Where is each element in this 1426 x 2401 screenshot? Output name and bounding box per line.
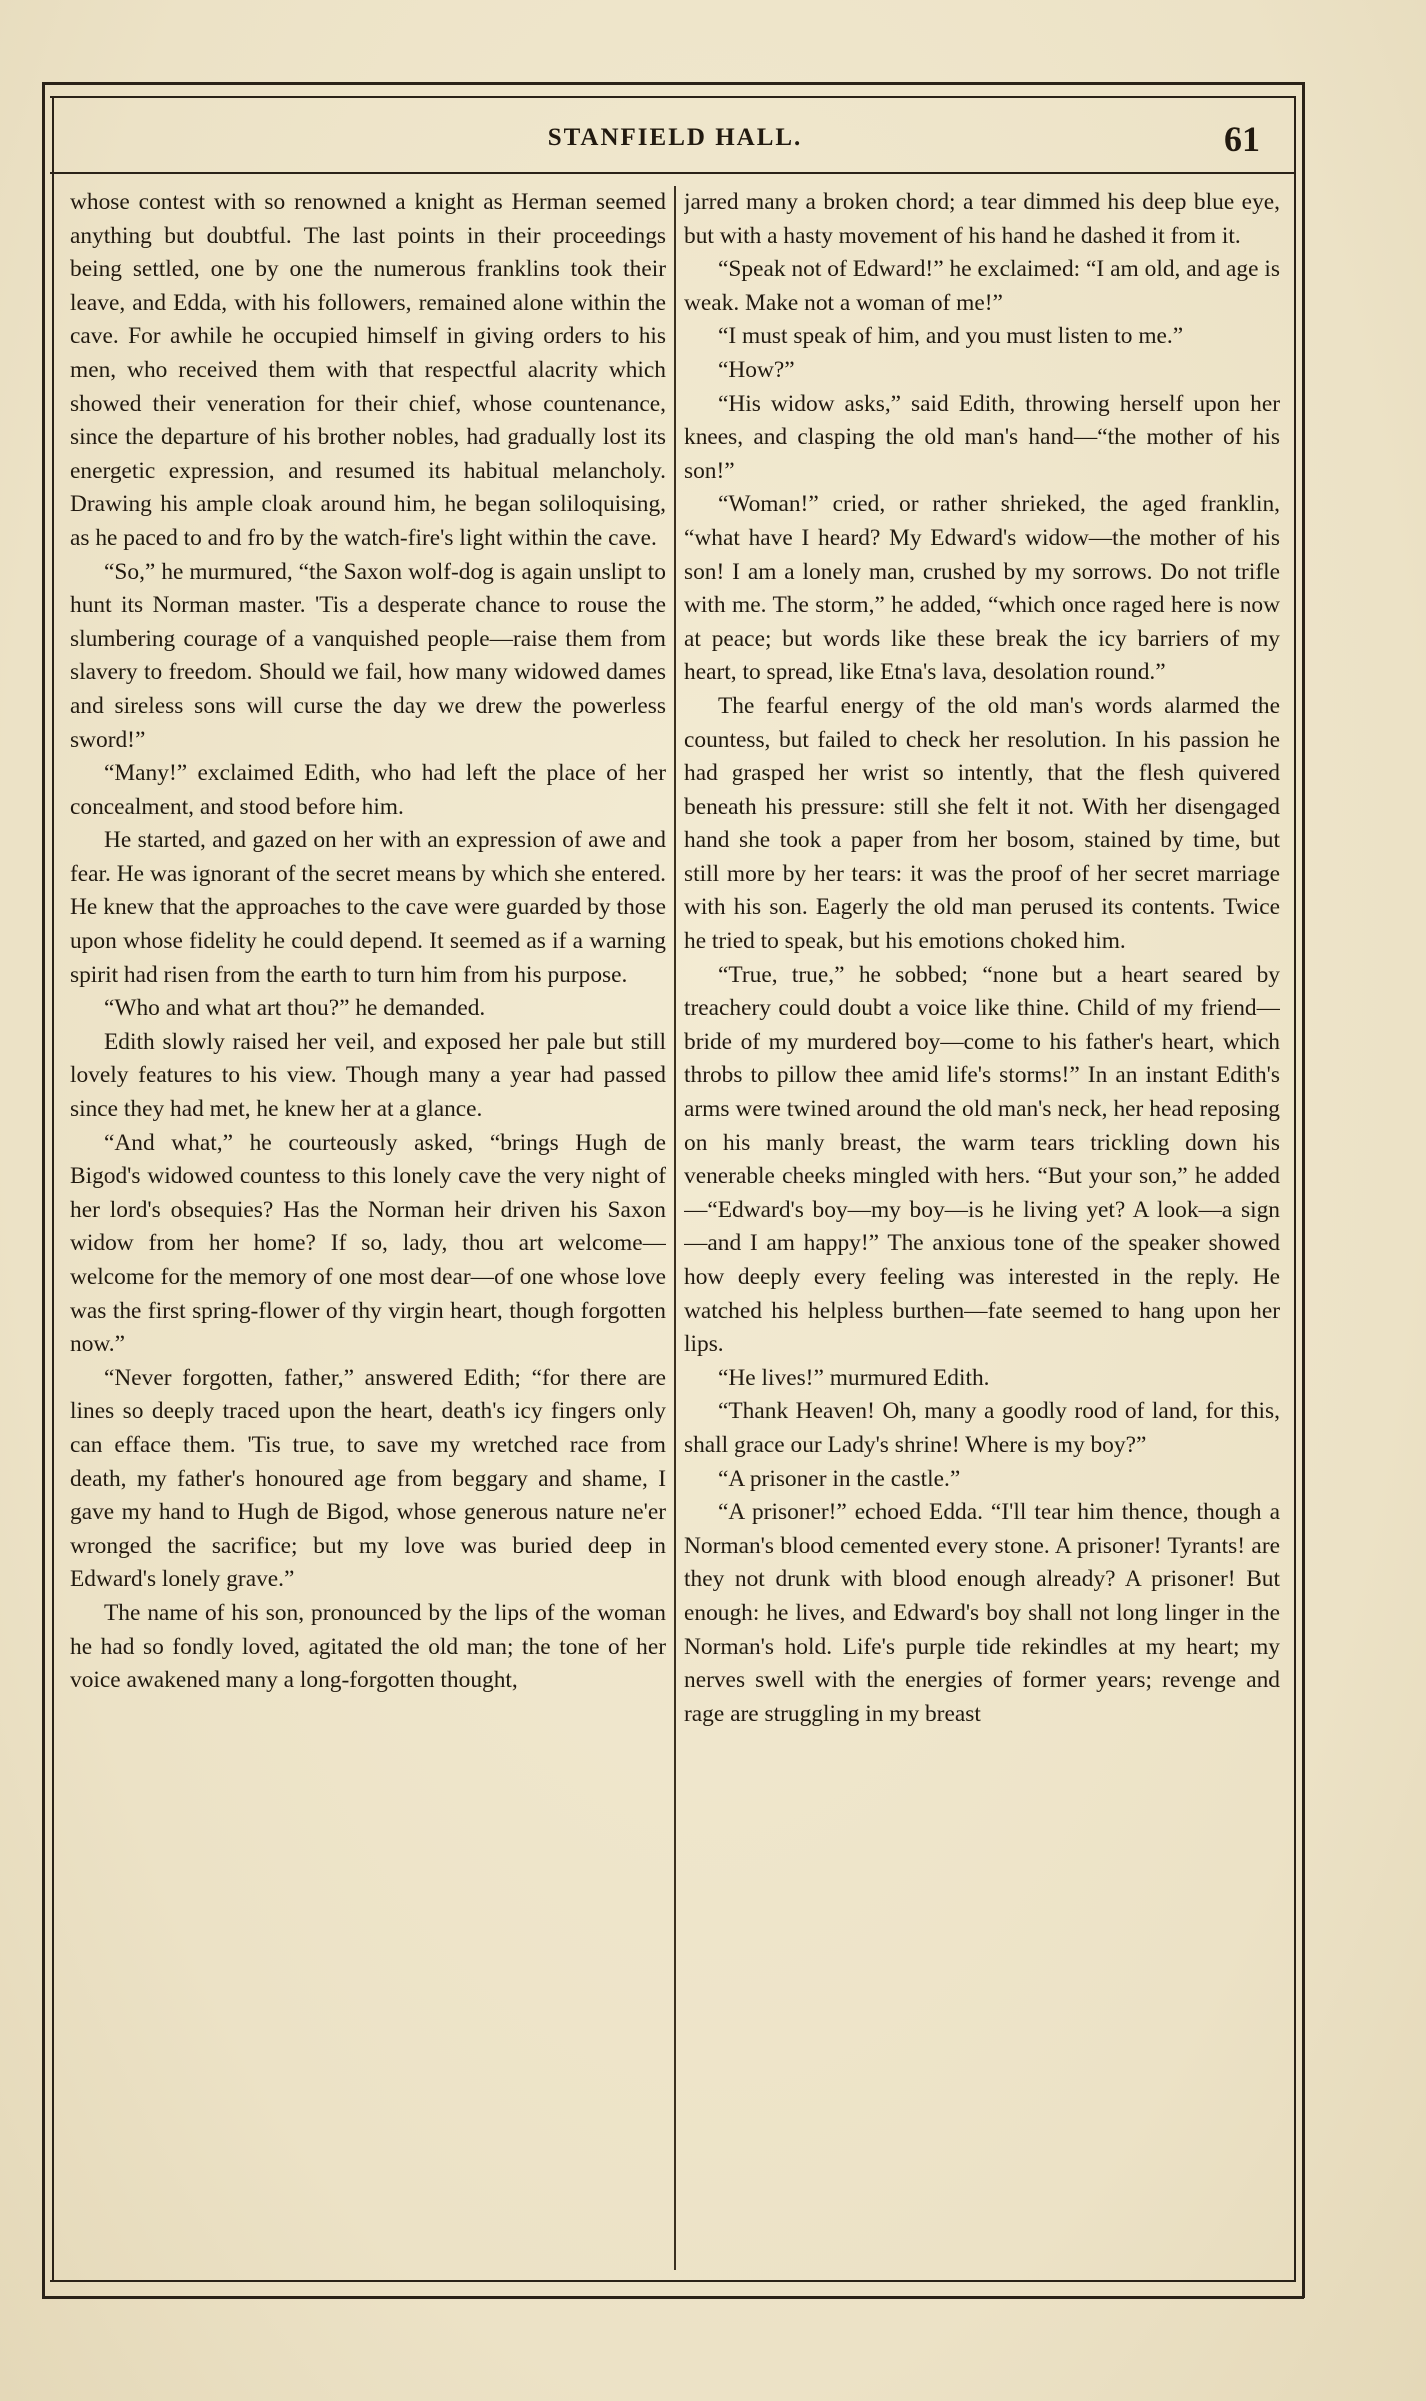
header-rule: [50, 172, 1296, 174]
paragraph: “He lives!” murmured Edith.: [718, 1364, 990, 1391]
bottom-border-inner: [50, 2280, 1296, 2282]
paragraph: The fearful energy of the old man's words alarmed the countess, but failed to check her resolution. In his passion he had grasped her wrist so intently, that the flesh quivered beneath his pressure: still she felt it not. With her disengaged hand she took a paper from her bosom, stained by time, but still more by her tears: it was the proof of her secret marriage with his son. Eagerly the old man perused its contents. Twice he tried to speak, but his emotions choked him.: [684, 692, 1280, 955]
top-border-inner: [50, 96, 1296, 98]
paragraph: “Thank Heaven! Oh, many a goodly rood of land, for this, shall grace our Lady's shrine! Where is my boy?”: [684, 1398, 1280, 1458]
right-column: [684, 186, 1280, 2272]
paragraph: “I must speak of him, and you must listen to me.”: [718, 323, 1184, 350]
paragraph: “A prisoner in the castle.”: [718, 1465, 961, 1492]
paragraph: “Woman!” cried, or rather shrieked, the aged franklin, “what have I heard? My Edward's widow—the mother of his son! I am a lonely man, crushed by my sorrows. Do not trifle with me. The storm,” he added, “which once raged here is now at peace; but words like these break the icy barriers of my heart, to spread, like Etna's lava, desolation round.”: [684, 491, 1280, 686]
paragraph: “True, true,” he sobbed; “none but a heart seared by treachery could doubt a voice like thine. Child of my friend—bride of my murdered boy—come to his father's heart, which throbs to pillow thee amid life's storms!” In an instant Edith's arms were twined around the old man's neck, her head reposing on his manly breast, the warm tears trickling down his venerable cheeks mingled with hers. “But your son,” he added—“Edward's boy—my boy—is he living yet? A look—a sign—and I am happy!” The anxious tone of the speaker showed how deeply every feeling was interested in the reply. He watched his helpless burthen—fate seemed to hang upon her lips.: [684, 961, 1280, 1358]
right-border-outer: [1302, 82, 1305, 2298]
bottom-border-outer: [42, 2296, 1304, 2299]
paragraph: “His widow asks,” said Edith, throwing herself upon her knees, and clasping the old man's hand—“the mother of his son!”: [684, 390, 1280, 484]
left-border-outer: [42, 82, 45, 2298]
paragraph: “A prisoner!” echoed Edda. “I'll tear him thence, though a Norman's blood cemented every stone. A prisoner! Tyrants! are they not drunk with blood enough already? A prisoner! But enough: he lives, and Edward's boy shall not long linger in the Norman's hold. Life's purple tide rekindles at my heart; my nerves swell with the energies of former years; revenge and rage are struggling in my breast: [684, 1499, 1280, 1727]
running-head: [60, 118, 1290, 162]
paragraph: “And what,” he courteously asked, “brings Hugh de Bigod's widowed countess to this lonely cave the very night of her lord's obsequies? Has the Norman heir driven his Saxon widow from her home? If so, lady, thou art welcome—welcome for the memory of one most dear—of one whose love was the first spring-flower of thy virgin heart, though forgotten now.”: [70, 1129, 666, 1358]
left-column: [70, 186, 666, 2272]
column-divider: [674, 186, 676, 2270]
paragraph: Edith slowly raised her veil, and exposed her pale but still lovely features to his view. Though many a year had passed since they had met, he knew her at a glance.: [70, 1028, 666, 1123]
paragraph: jarred many a broken chord; a tear dimmed his deep blue eye, but with a hasty movement of his hand he dashed it from it.: [684, 189, 1280, 249]
paragraph: “Speak not of Edward!” he exclaimed: “I am old, and age is weak. Make not a woman of me!”: [684, 256, 1280, 316]
page-number: 61: [1224, 119, 1260, 159]
paragraph: The name of his son, pronounced by the lips of the woman he had so fondly loved, agitated the old man; the tone of her voice awakened many a long-forgotten thought,: [70, 1599, 666, 1694]
paragraph: “Many!” exclaimed Edith, who had left the place of her concealment, and stood before him.: [70, 760, 666, 820]
paragraph: “Who and what art thou?” he demanded.: [104, 995, 486, 1022]
paragraph: whose contest with so renowned a knight as Herman seemed anything but doubtful. The last points in their proceedings being settled, one by one the numerous franklins took their leave, and Edda, with his followers, remained alone within the cave. For awhile he occupied himself in giving orders to his men, who received them with that respectful alacrity which showed their veneration for their chief, whose countenance, since the departure of his brother nobles, had gradually lost its energetic expression, and resumed its habitual melancholy. Drawing his ample cloak around him, he began soliloquising, as he paced to and fro by the watch-fire's light within the cave.: [70, 189, 666, 551]
left-border-inner: [52, 96, 54, 2282]
paragraph: “So,” he murmured, “the Saxon wolf-dog is again unslipt to hunt its Norman master. 'Tis a desperate chance to rouse the slumbering courage of a vanquished people—raise them from slavery to freedom. Should we fail, how many widowed dames and sireless sons will curse the day we drew the powerless sword!”: [70, 558, 666, 753]
right-border-inner: [1294, 96, 1296, 2282]
paragraph: He started, and gazed on her with an expression of awe and fear. He was ignorant of the secret means by which she entered. He knew that the approaches to the cave were guarded by those upon whose fidelity he could depend. It seemed as if a warning spirit had risen from the earth to turn him from his purpose.: [70, 827, 666, 988]
paragraph: “Never forgotten, father,” answered Edith; “for there are lines so deeply traced upon the heart, death's icy fingers only can efface them. 'Tis true, to save my wretched race from death, my father's honoured age from beggary and shame, I gave my hand to Hugh de Bigod, whose generous nature ne'er wronged the sacrifice; but my love was buried deep in Edward's lonely grave.”: [70, 1364, 666, 1593]
top-border-outer: [42, 82, 1304, 85]
paragraph: “How?”: [718, 356, 795, 383]
running-title: STANFIELD HALL.: [547, 124, 803, 151]
